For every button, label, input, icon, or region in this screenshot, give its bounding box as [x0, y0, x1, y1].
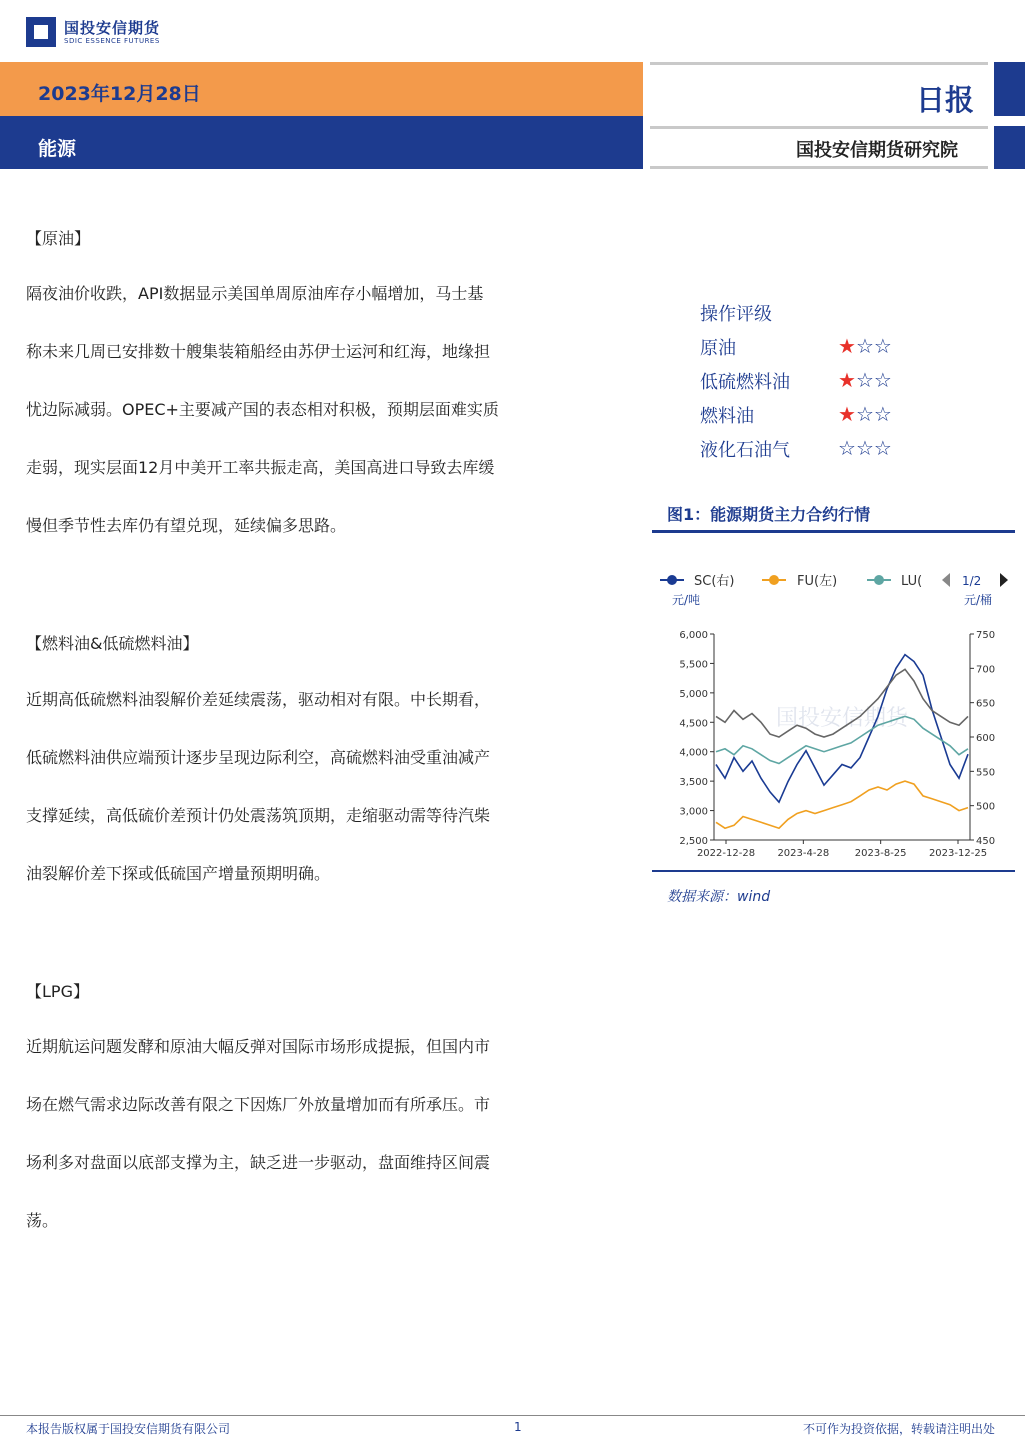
figure-title-rule: [652, 530, 1015, 533]
right-tick-label: 500: [976, 801, 996, 813]
text-line: 称未来几周已安排数十艘集装箱船经由苏伊士运河和红海，地缘担: [26, 342, 491, 361]
rating-name: 液化石油气: [700, 440, 790, 461]
star-filled-icon: ★: [838, 334, 856, 358]
company-name-en: SDIC ESSENCE FUTURES: [64, 37, 160, 45]
footer-copyright: 本报告版权属于国投安信期货有限公司: [26, 1422, 231, 1436]
header-divider-top: [650, 62, 988, 65]
legend-label-sc: SC(右): [694, 574, 735, 589]
company-logo-icon: [26, 17, 56, 47]
rating-stars: [838, 402, 892, 426]
footer-disclaimer: 不可作为投资依据，转载请注明出处: [802, 1422, 995, 1436]
header-sector-band: [0, 116, 643, 169]
header-accent-bottom: [994, 126, 1025, 169]
star-empty-icon: ☆: [873, 334, 892, 358]
legend-label-fu: FU(左): [797, 574, 838, 589]
research-institute: 国投安信期货研究院: [796, 140, 958, 161]
header-accent-top: [994, 62, 1025, 116]
report-sector: 能源: [38, 138, 77, 160]
right-axis-unit: 元/桶: [964, 593, 993, 607]
text-line: 近期航运问题发酵和原油大幅反弹对国际市场形成提振，但国内市: [26, 1037, 491, 1056]
text-line: 荡。: [26, 1211, 59, 1230]
legend-marker-sc: [667, 575, 677, 585]
star-filled-icon: ★: [838, 368, 856, 392]
left-tick-label: 5,500: [679, 659, 708, 671]
figure-title: 图1：能源期货主力合约行情: [667, 505, 871, 524]
rating-stars: [838, 334, 892, 358]
star-empty-icon: ☆: [855, 334, 874, 358]
series-line-fu: [716, 781, 968, 828]
section-body-lpg: [26, 1018, 611, 1250]
left-tick-label: 2,500: [679, 836, 708, 847]
x-tick-label: 2023-8-25: [854, 848, 907, 859]
section-body-crude: [26, 265, 611, 555]
report-date: 2023年12月28日: [38, 83, 201, 105]
text-line: 低硫燃料油供应端预计逐步呈现边际利空，高硫燃料油受重油减产: [26, 748, 491, 767]
text-line: 场在燃气需求边际改善有限之下因炼厂外放量增加而有所承压。市: [26, 1095, 491, 1114]
legend-marker-lu: [874, 575, 884, 585]
right-tick-label: 650: [976, 698, 996, 710]
rating-row: [700, 436, 892, 470]
header-divider-mid: [650, 126, 988, 129]
right-axis: [970, 630, 995, 847]
footer-rule: [0, 1415, 1025, 1416]
company-name-cn: 国投安信期货: [64, 19, 161, 37]
left-axis-unit: 元/吨: [672, 593, 701, 607]
star-empty-icon: ☆: [855, 368, 874, 392]
x-tick-label: 2023-12-25: [928, 848, 988, 859]
page-number: 1: [514, 1420, 522, 1434]
star-filled-icon: ★: [838, 402, 856, 426]
chart-watermark: 国投安信期货: [775, 706, 909, 731]
x-tick-label: 2023-4-28: [777, 848, 830, 859]
figure-bottom-rule: [652, 870, 1015, 872]
text-line: 忧边际减弱。OPEC+主要减产国的表态相对积极，预期层面难实质: [26, 400, 499, 419]
rating-stars: [838, 436, 892, 460]
section-title-lpg: 【LPG】: [26, 982, 89, 1001]
star-empty-icon: ☆: [838, 436, 856, 460]
left-tick-label: 4,000: [679, 747, 708, 759]
figure-source: 数据来源：wind: [667, 889, 771, 905]
text-line: 支撑延续，高低硫价差预计仍处震荡筑顶期，走缩驱动需等待汽柴: [26, 806, 491, 825]
rating-name: 低硫燃料油: [700, 372, 790, 393]
report-type: 日报: [916, 83, 975, 117]
right-tick-label: 600: [976, 733, 996, 744]
rating-row: [700, 334, 892, 368]
legend-next-icon[interactable]: [1000, 573, 1008, 587]
text-line: 近期高低硫燃料油裂解价差延续震荡，驱动相对有限。中长期看，: [26, 690, 491, 709]
right-tick-label: 750: [976, 630, 996, 641]
left-tick-label: 4,500: [679, 718, 708, 730]
section-title-fuel: 【燃料油&低硫燃料油】: [26, 634, 199, 653]
star-empty-icon: ☆: [855, 436, 874, 460]
rating-name: 燃料油: [700, 406, 754, 427]
legend-prev-icon[interactable]: [942, 573, 950, 587]
legend-label-lu: LU(: [901, 574, 923, 589]
right-tick-label: 700: [976, 664, 996, 676]
legend-pager: 1/2: [962, 574, 982, 588]
rating-row: [700, 402, 892, 436]
chart-series: [716, 655, 968, 829]
rating-name: 原油: [700, 338, 736, 359]
left-tick-label: 5,000: [679, 688, 708, 700]
text-line: 慢但季节性去库仍有望兑现，延续偏多思路。: [26, 516, 347, 535]
section-title-crude: 【原油】: [26, 229, 91, 248]
left-tick-label: 3,500: [679, 777, 708, 789]
legend-marker-fu: [769, 575, 779, 585]
x-tick-label: 2022-12-28: [696, 848, 756, 859]
rating-title: 操作评级: [700, 304, 772, 325]
star-empty-icon: ☆: [873, 368, 892, 392]
star-empty-icon: ☆: [873, 436, 892, 460]
text-line: 场利多对盘面以底部支撑为主，缺乏进一步驱动，盘面维持区间震: [26, 1153, 491, 1172]
left-tick-label: 6,000: [679, 630, 708, 641]
chart-legend: [660, 573, 1008, 589]
star-empty-icon: ☆: [873, 402, 892, 426]
section-body-fuel: [26, 671, 611, 903]
energy-futures-chart: [652, 540, 1015, 870]
text-line: 油裂解价差下探或低硫国产增量预期明确。: [26, 864, 331, 883]
rating-stars: [838, 368, 892, 392]
header-divider-bottom: [650, 166, 988, 169]
left-axis: [679, 630, 714, 847]
right-tick-label: 450: [976, 836, 996, 847]
star-empty-icon: ☆: [855, 402, 874, 426]
x-axis: [697, 840, 987, 859]
text-line: 走弱，现实层面12月中美开工率共振走高，美国高进口导致去库缓: [26, 458, 495, 477]
right-tick-label: 550: [976, 767, 996, 779]
left-tick-label: 3,000: [679, 806, 708, 818]
text-line: 隔夜油价收跌，API数据显示美国单周原油库存小幅增加，马士基: [26, 284, 484, 303]
rating-row: [700, 368, 892, 402]
